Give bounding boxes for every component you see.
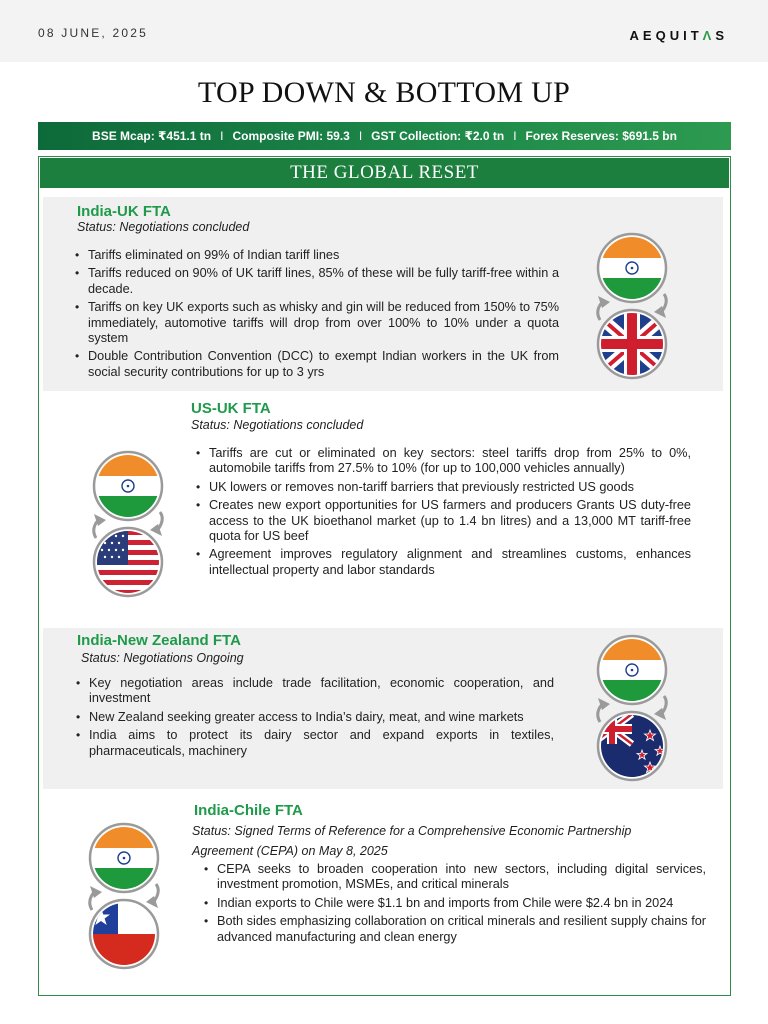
stat-separator: I: [220, 129, 224, 143]
section-title: US-UK FTA: [191, 400, 271, 417]
page-title: TOP DOWN & BOTTOM UP: [197, 76, 571, 109]
new-zealand-flag: [592, 712, 672, 782]
list-item: • New Zealand seeking greater access to India’s dairy, meat, and wine markets: [74, 710, 554, 725]
flag-pair-india-new-zealand: [582, 634, 682, 784]
list-item: • Both sides emphasizing collaboration on critical minerals and resilient supply chains for advanced manufacturing and clean energy: [202, 914, 706, 945]
section-title: India-Chile FTA: [194, 802, 303, 819]
chile-flag: [84, 900, 164, 970]
report-date: 08 JUNE, 2025: [38, 26, 148, 40]
section-status: Status: Negotiations Ongoing: [81, 651, 244, 665]
section-heading: THE GLOBAL RESET: [40, 158, 729, 188]
india-flag: [84, 824, 164, 892]
stats-bar: [38, 122, 731, 150]
list-item: • Tariffs on key UK exports such as whisky and gin will be reduced from 150% to 75% immediately, automotive tariffs will drop from over 100% to 10% under a quota system: [73, 300, 559, 346]
list-item: • CEPA seeks to broaden cooperation into new sectors, including digital services, investment promotion, MSMEs, and critical minerals: [202, 862, 706, 893]
india-flag: [88, 452, 168, 520]
list-item: • Double Contribution Convention (DCC) to exempt Indian workers in the UK from social security contributions for up to 3 yrs: [73, 349, 559, 380]
stat-separator: I: [513, 129, 517, 143]
list-item: • India aims to protect its dairy sector and expand exports in textiles, pharmaceuticals, machinery: [74, 728, 554, 759]
bullet-list: [73, 248, 559, 383]
stat-separator: I: [358, 129, 363, 143]
india-flag: [592, 234, 672, 302]
bullet-list: [202, 862, 706, 948]
stat-forex-reserves: Forex Reserves: $691.5 bn: [525, 129, 677, 143]
list-item: • Agreement improves regulatory alignment and streamlines customs, enhances intellectual property and labor standards: [194, 547, 691, 578]
list-item: • Indian exports to Chile were $1.1 bn and imports from Chile were $2.4 bn in 2024: [202, 896, 706, 911]
stat-composite-pmi: Composite PMI: 59.3: [232, 129, 350, 143]
section-title: India-UK FTA: [77, 203, 171, 220]
list-item: • UK lowers or removes non-tariff barriers that previously restricted US goods: [194, 480, 691, 495]
list-item: • Creates new export opportunities for US farmers and producers Grants US duty-free access to the UK bioethanol market (up to 1.4 bn litres) and a 13,000 MT tariff-free quota for US beef: [194, 498, 691, 544]
top-bar: [0, 0, 768, 62]
flag-pair-us-uk: [78, 450, 178, 600]
list-item: • Tariffs reduced on 90% of UK tariff lines, 85% of these will be fully tariff-free within a decade.: [73, 266, 559, 297]
brand-mark: Λ: [702, 28, 716, 43]
brand-text-post: S: [715, 28, 728, 43]
section-status: Status: Negotiations concluded: [77, 220, 250, 234]
section-status: Status: Signed Terms of Reference for a Comprehensive Economic Partnership Agreement (CEPA) on May 8, 2025: [192, 824, 632, 858]
bullet-list: [194, 446, 691, 581]
brand-text-pre: AEQUIT: [629, 28, 703, 43]
stat-bse-mcap: BSE Mcap: ₹451.1 tn: [92, 129, 212, 143]
stat-gst-collection: GST Collection: ₹2.0 tn: [371, 129, 505, 143]
list-item: • Tariffs eliminated on 99% of Indian tariff lines: [73, 248, 559, 263]
flag-pair-india-uk: [582, 232, 682, 382]
bullet-list: [74, 676, 554, 762]
flag-pair-india-chile: [74, 822, 174, 972]
list-item: • Tariffs are cut or eliminated on key sectors: steel tariffs drop from 25% to 0%, automobile tariffs from 27.5% to 10% (for up to 100,000 vehicles annually): [194, 446, 691, 477]
brand-logo: [630, 28, 728, 43]
india-flag: [592, 636, 672, 704]
section-title: India-New Zealand FTA: [77, 632, 241, 649]
uk-flag: [592, 310, 672, 380]
list-item: • Key negotiation areas include trade facilitation, economic cooperation, and investment: [74, 676, 554, 707]
us-flag: [88, 528, 168, 598]
section-status: Status: Negotiations concluded: [191, 418, 364, 432]
